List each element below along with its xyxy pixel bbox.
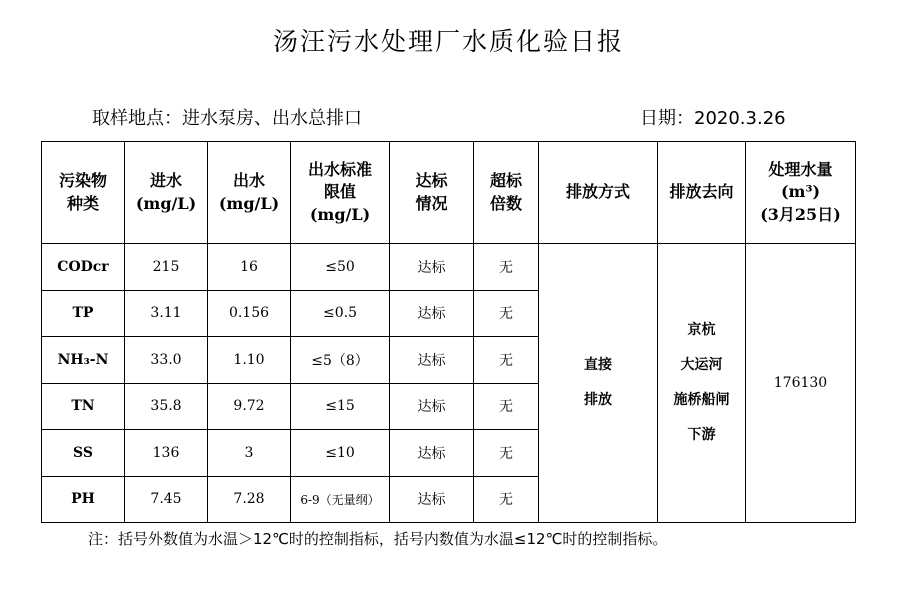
pollutant-name: PH bbox=[42, 476, 125, 523]
pollutant-name: TN bbox=[42, 383, 125, 430]
influent-value: 33.0 bbox=[125, 337, 208, 384]
report-date: 日期：2020.3.26 bbox=[640, 108, 786, 129]
table-row bbox=[42, 244, 856, 291]
influent-value: 136 bbox=[125, 430, 208, 477]
exceed-multiple: 无 bbox=[474, 337, 539, 384]
influent-value: 3.11 bbox=[125, 290, 208, 337]
header-discharge-destination: 排放去向 bbox=[658, 142, 746, 244]
compliance-status: 达标 bbox=[390, 244, 474, 291]
effluent-value: 1.10 bbox=[208, 337, 291, 384]
limit-value: 6-9（无量纲） bbox=[291, 476, 390, 523]
limit-value: ≤10 bbox=[291, 430, 390, 477]
discharge-destination: 京杭 大运河 施桥船闸 下游 bbox=[658, 244, 746, 523]
effluent-value: 7.28 bbox=[208, 476, 291, 523]
pollutant-name: CODcr bbox=[42, 244, 125, 291]
effluent-value: 0.156 bbox=[208, 290, 291, 337]
exceed-multiple: 无 bbox=[474, 244, 539, 291]
water-quality-table bbox=[41, 141, 856, 523]
header-pollutant: 污染物 种类 bbox=[42, 142, 125, 244]
header-row bbox=[42, 142, 856, 244]
effluent-value: 3 bbox=[208, 430, 291, 477]
compliance-status: 达标 bbox=[390, 337, 474, 384]
influent-value: 35.8 bbox=[125, 383, 208, 430]
compliance-status: 达标 bbox=[390, 383, 474, 430]
discharge-method: 直接 排放 bbox=[539, 244, 658, 523]
limit-value: ≤15 bbox=[291, 383, 390, 430]
header-effluent: 出水 (mg/L) bbox=[208, 142, 291, 244]
sampling-location: 取样地点：进水泵房、出水总排口 bbox=[92, 108, 362, 129]
influent-value: 7.45 bbox=[125, 476, 208, 523]
header-discharge-method: 排放方式 bbox=[539, 142, 658, 244]
compliance-status: 达标 bbox=[390, 290, 474, 337]
limit-value: ≤0.5 bbox=[291, 290, 390, 337]
pollutant-name: SS bbox=[42, 430, 125, 477]
exceed-multiple: 无 bbox=[474, 476, 539, 523]
header-limit: 出水标准 限值 (mg/L) bbox=[291, 142, 390, 244]
effluent-value: 9.72 bbox=[208, 383, 291, 430]
pollutant-name: TP bbox=[42, 290, 125, 337]
influent-value: 215 bbox=[125, 244, 208, 291]
header-influent: 进水 (mg/L) bbox=[125, 142, 208, 244]
header-compliance: 达标 情况 bbox=[390, 142, 474, 244]
treated-volume: 176130 bbox=[746, 244, 856, 523]
pollutant-name: NH₃-N bbox=[42, 337, 125, 384]
exceed-multiple: 无 bbox=[474, 430, 539, 477]
footnote: 注：括号外数值为水温＞12℃时的控制指标，括号内数值为水温≤12℃时的控制指标。 bbox=[88, 530, 668, 548]
limit-value: ≤50 bbox=[291, 244, 390, 291]
report-title: 汤汪污水处理厂水质化验日报 bbox=[272, 27, 624, 56]
header-volume: 处理水量 (m³) (3月25日) bbox=[746, 142, 856, 244]
effluent-value: 16 bbox=[208, 244, 291, 291]
limit-value: ≤5（8） bbox=[291, 337, 390, 384]
compliance-status: 达标 bbox=[390, 430, 474, 477]
header-exceed: 超标 倍数 bbox=[474, 142, 539, 244]
exceed-multiple: 无 bbox=[474, 290, 539, 337]
compliance-status: 达标 bbox=[390, 476, 474, 523]
exceed-multiple: 无 bbox=[474, 383, 539, 430]
